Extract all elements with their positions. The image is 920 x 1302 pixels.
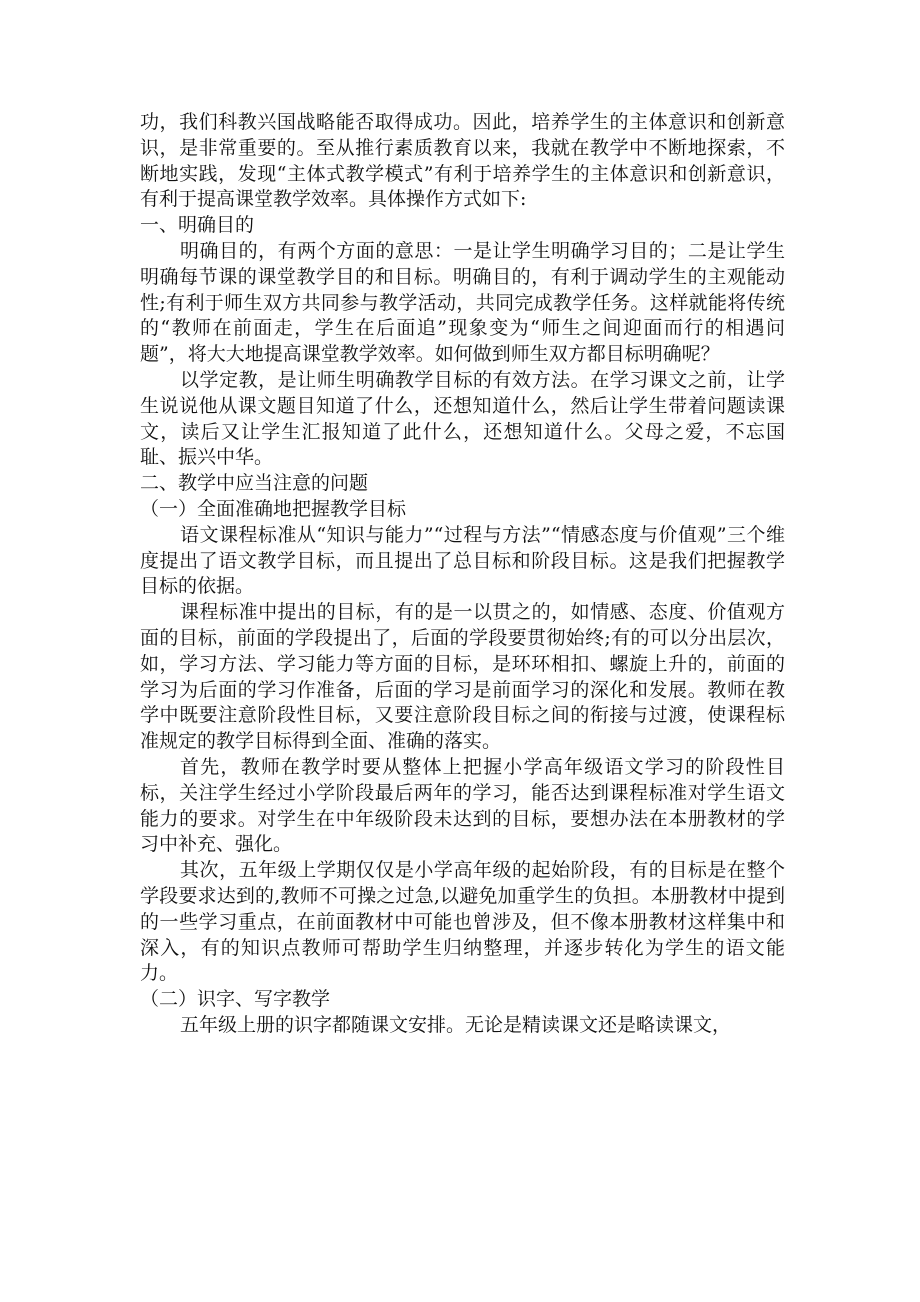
paragraph: 以学定教，是让师生明确教学目标的有效方法。在学习课文之前，让学生说说他从课文题目知道了什么，还想知道什么，然后让学生带着问题读课文，读后又让学生汇报知道了此什么，还想知道什么。父母之爱，不忘国耻、振兴中华。 <box>140 368 785 469</box>
paragraph: 五年级上册的识字都随课文安排。无论是精读课文还是略读课文， <box>180 1013 732 1036</box>
subsection-heading-2: （二）识字、写字教学 <box>140 988 331 1011</box>
document-body <box>140 110 785 1039</box>
section-heading-2: 二、教学中应当注意的问题 <box>140 472 369 495</box>
subsection-heading-1: （一）全面准确地把握教学目标 <box>140 497 407 520</box>
paragraph-intro: 功，我们科教兴国战略能否取得成功。因此，培养学生的主体意识和创新意识，是非常重要的。至从推行素质教育以来，我就在教学中不断地探索，不断地实践，发现“主体式教学模式”有利于培养学生的主体意识和创新意识，有利于提高课堂教学效率。具体操作方式如下: <box>140 111 785 211</box>
paragraph: 语文课程标准从“知识与能力”“过程与方法”“情感态度与价值观”三个维度提出了语文教学目标，而且提出了总目标和阶段目标。这是我们把握教学目标的依据。 <box>140 523 785 598</box>
paragraph: 首先，教师在教学时要从整体上把握小学高年级语文学习的阶段性目标，关注学生经过小学阶段最后两年的学习，能否达到课程标准对学生语文能力的要求。对学生在中年级阶段未达到的目标，要想办法在本册教材的学习中补充、强化。 <box>140 755 785 856</box>
paragraph: 明确目的，有两个方面的意思：一是让学生明确学习目的；二是让学生明确每节课的课堂教学目的和目标。明确目的，有利于调动学生的主观能动性;有利于师生双方共同参与教学活动，共同完成教学任务。这样就能将传统的“教师在前面走，学生在后面追”现象变为“师生之间迎面而行的相遇问题”，将大大地提高课堂教学效率。如何做到师生双方都目标明确呢？ <box>140 239 785 366</box>
paragraph: 其次，五年级上学期仅仅是小学高年级的起始阶段，有的目标是在整个学段要求达到的,教师不可操之过急,以避免加重学生的负担。本册教材中提到的一些学习重点，在前面教材中可能也曾涉及，但不像本册教材这样集中和深入，有的知识点教师可帮助学生归纳整理，并逐步转化为学生的语文能力。 <box>140 859 785 985</box>
section-heading-1: 一、明确目的 <box>140 214 255 237</box>
paragraph: 课程标准中提出的目标，有的是一以贯之的，如情感、态度、价值观方面的目标，前面的学段提出了，后面的学段要贯彻始终;有的可以分出层次，如，学习方法、学习能力等方面的目标，是环环相扣、螺旋上升的，前面的学习为后面的学习作准备，后面的学习是前面学习的深化和发展。教师在教学中既要注意阶段性目标，又要注意阶段目标之间的衔接与过渡，使课程标准规定的教学目标得到全面、准确的落实。 <box>140 601 785 753</box>
